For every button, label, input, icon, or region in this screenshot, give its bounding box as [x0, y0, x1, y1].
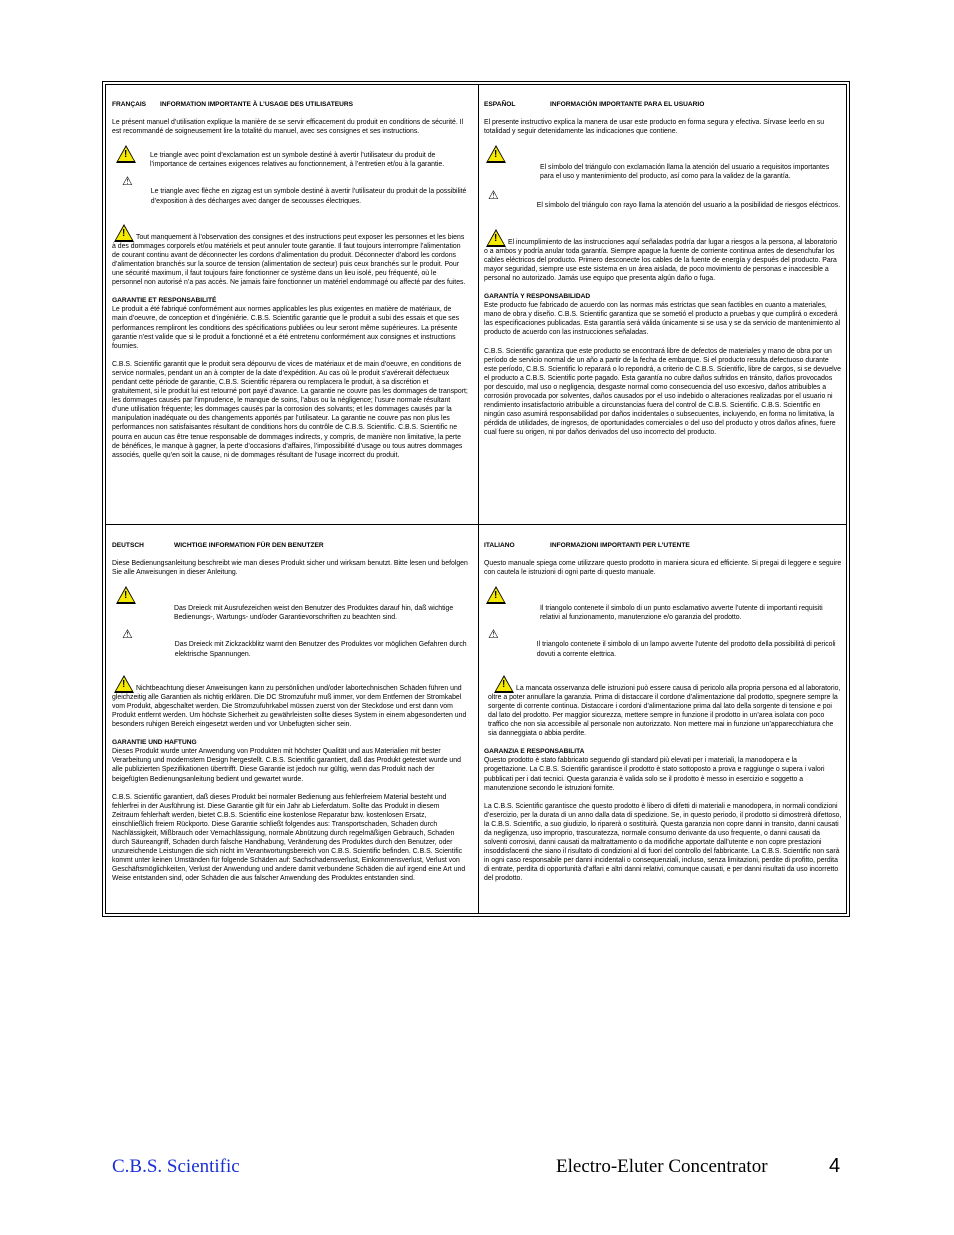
footer-product-title: Electro-Eluter Concentrator — [556, 1156, 768, 1177]
intro-text: Questo manuale spiega come utilizzare questo prodotto in maniera sicura ed efficiente. Si pregai di leggere e seguire con cautela le istruzioni di ogni parte di questo manuale. — [484, 560, 842, 577]
section-italian — [484, 541, 842, 884]
warning-paragraph — [112, 675, 468, 729]
bolt-text: Il triangolo contenete il simbolo di un lampo avverte l’utente del prodotto della possibilità di pericoli dovuti a corrente elettrica. — [536, 641, 836, 658]
warning-text: Nichtbeachtung dieser Anweisungen kann zu persönlichen und/oder labortechnischen Schäden führen und gleichzeitig alle Garantien als nichtig erklären. Die DC Stromzufuhr muß immer, vor dem Entfernen der Stromkabel vom Produkt, abgeschaltet werden. Die Stromzufuhrkabel müssen zuerst von der Steckdose und erst dann vom Produkt entfernt werden. Um höchste Sicherheit zu gewährleisten sollte dieses System in einem abgesonderten und besonders ruhigen Bereich eingesetzt werden und vor Unbefugten sicher sein. — [112, 684, 467, 729]
warning-paragraph — [484, 229, 842, 283]
language-label: ITALIANO — [484, 542, 515, 549]
section-heading — [112, 541, 468, 550]
bolt-text: Das Dreieck mit Zickzackblitz warnt den Benutzer des Produktes vor möglichen Gefahren durch elektrische Spannungen. — [174, 641, 467, 658]
warning-paragraph — [484, 675, 842, 739]
warranty-paragraph-2: La C.B.S. Scientific garantisce che questo prodotto è libero di difetti di materiali e manodopera, in normali condizioni d’esercizio, per la durata di un anno dalla data di spedizione. Se, in questo periodo, il prodotto si dimostrerà difettoso, la C.B.S. Scientific, a suo giudizio, lo riparerà o sostituirà. Questa garanzia non copre danni in transito, danni causati da negligenza, uso improprio, trascuratezza, normale consumo derivante da uso frequente, o danni causati da solventi corrosivi, danni causati da maltrattamento o da modifiche apportate dall’utente e non copre prestazioni insoddisfacenti che siano il risultato di condizioni al di fuori del controllo del fabbricante. La C.B.S. Scientific non sarà in ogni caso responsabile per danni incidentali o consequenziali, incluso, senza limitazioni, perdite di profitto, perdita di entrate, perdita di opportunità d’affari e altri danni relativi, comunque causati, e per danni risultati da uso incorretto del prodotto. — [484, 802, 842, 883]
notice-inner-frame — [105, 84, 847, 914]
warning-text: La mancata osservanza delle istruzioni può essere causa di pericolo alla propria persona ed al laboratorio, oltre a poter annullare la garanzia. Prima di distaccare il cordone d’alimentazione dal prodotto, spegnere sempre la sorgente di corrente continua. Distaccare i cordoni d’alimentazione prima dal lato della sorgente di tensione e poi dal lato del prodotto. Per maggior sicurezza, mettere sempre in funzione il prodotto in un’area isolata con poco traffico che non sia accessibile al personale non autorizzato. Non mettere mai in funzione un’apparecchiatura che sia danneggiata o abbia perdite. — [488, 684, 841, 738]
warranty-paragraph-2: C.B.S. Scientific garantiza que este producto se encontrará libre de defectos de materiales y mano de obra por un período de servicio normal de un año a partir de la fecha de embarque. Si el producto resulta defectuoso durante este período, C.B.S. Scientific lo reparará o lo repondrá, a criterio de C.B.S. Scientific, libre de cargos, si se devuelve el producto a C.B.S. Scientific porte pagado. Esta garantía no cubre daños sufridos en tránsito, daños provocados por descuido, mal uso o negligencia, desgaste normal como consecuencia del uso excesivo, daños atribuibles a corrosión provocada por solventes, daños causados por el uso indebido o alteraciones realizadas por el usuario ni rendimiento insatisfactorio atribuible a circunstancias fuera del control de C.B.S. Scientific. C.B.S. Scientific en ningún caso asumirá responsabilidad por daños incidentales o subsecuentes, incluyendo, en forma no limitativa, la pérdida de utilidades, de ingresos, de oportunidades comerciales o del uso del producto y otros daños afines, fuere cual fuere su origen, ni por daños derivados del uso incorrecto del producto. — [484, 347, 841, 437]
warranty-heading: GARANTIE UND HAFTUNG — [112, 739, 197, 747]
column-divider — [478, 85, 479, 913]
warranty-paragraph-2: C.B.S. Scientific garantit que le produit sera dépourvu de vices de matériaux et de main d’oeuvre, en conditions de service normales, pendant un an à compter de la date d’expédition. Au cas où le produit s’avérerait défectueux pendant cette période de garantie, C.B.S. Scientific réparera ou remplacera le produit, à sa discrétion et gratuitement, si le produit lui est retourné port payé d’avance. La garantie ne couvre pas les dommages de transport; les dommages causés par l’imprudence, le manque de soins, l’abus ou la négligence; l’usure normale résultant d’une utilisation fréquente; les dommages causés par la corrosion des solvants; et les dommages causés par la manipulation inadéquate ou des changements apportés par l’utilisateur. La garantie ne couvre pas non plus les performances non satisfaisantes résultant de conditions hors du contrôle de C.B.S. Scientific. C.B.S. Scientific ne pourra en aucun cas être tenue responsable de dommages indirects, y compris, de manière non limitative, la perte de bénéfices, le manque à gagner, la perte d’occasions d’affaires, l’impossibilité d’usage ou tous autres dommages associés, quelle qu’en soit la cause, ni de dommages résultant de l’usage incorrect du produit. — [112, 360, 468, 459]
warranty-heading: GARANZIA E RESPONSABILITA — [484, 748, 585, 756]
exclamation-notice — [112, 145, 468, 169]
warranty-paragraph-1: Le produit a été fabriqué conformément aux normes applicables les plus exigentes en matière de matériaux, de main d’oeuvre, de conception et d’ingéniérie. C.B.S. Scientific garantie que le produit a subi des essais et que ses performances rempliront les conditions des spécifications publiées ou leur seront même supérieures. La présente garantie n’est valide que si le produit a fonctionné et a été entretenu conformément aux consignes et instructions fournies. — [112, 306, 460, 350]
section-spanish — [484, 100, 842, 437]
warning-triangle-icon: ! — [494, 675, 514, 693]
lightning-triangle-icon: ⚠ — [122, 174, 133, 189]
section-title: INFORMATION IMPORTANTE À L’USAGE DES UTILISATEURS — [160, 101, 354, 108]
intro-text: El presente instructivo explica la manera de usar este producto en forma segura y efectiva. Sírvase leerlo en su totalidad y seguir detenidamente las indicaciones que contiene. — [484, 119, 825, 136]
exclamation-triangle-icon: ! — [486, 145, 506, 163]
intro-text: Le présent manuel d’utilisation explique la manière de se servir efficacement du produit en conditions de sécurité. Il est recommandé de soigneusement lire la totalité du manuel, avec ses consignes et ses instructions. — [112, 119, 464, 136]
exclamation-text: Il triangolo contenete il simbolo di un punto esclamativo avverte l’utente di importanti requisiti relativi al funzionamento, manutenzione e/o garanzia del prodotto. — [540, 605, 823, 622]
page-number: 4 — [829, 1155, 841, 1177]
warning-text: Tout manquement à l’observation des consignes et des instructions peut exposer les personnes et les biens à des dommages corporels et/ou matériels et peut annuler toute garantie. Il faut toujours interrompre l’alimentation de courant continu avant de déconnecter les cordons d’alimentation du produit. Déconnecter d’abord les cordons d’alimentation branchés sur la source de tension (alimentation de secteur) puis ceux branchés sur le produit. Pour une sécurité maximum, il faut toujours faire fonctionner ce système dans un lieu isolé, peu fréquenté, où le personnel non autorisé n’a pas accès. Ne jamais faire fonctionner un matériel endommagé ou affecté par des fuites. — [112, 233, 466, 287]
bolt-notice — [112, 628, 468, 658]
section-title: INFORMACIÓN IMPORTANTE PARA EL USUARIO — [550, 101, 705, 108]
warranty-heading: GARANTÍA Y RESPONSABILIDAD — [484, 293, 591, 301]
bolt-notice — [112, 175, 468, 205]
warning-triangle-icon: ! — [486, 229, 506, 247]
exclamation-text: Le triangle avec point d’exclamation est un symbole destiné à avertir l’utilisateur du produit de l’importance de certaines exigences relatives au fonctionnement, à l’entretien et/ou à la garantie. — [150, 152, 445, 169]
warranty-paragraph-1: Questo prodotto è stato fabbricato seguendo gli standard più elevati per i materiali, la manodopera e la progettazione. La C.B.S. Scientific garantisce il prodotto è stato sottoposto a prova e raggiunge o supera i valori pubblicati per i dati tecnici. Questa garanzia è valida solo se il prodotto è messo in esercizio e soggetto a manutenzione secondo le istruzioni fornite. — [484, 757, 825, 792]
warranty-paragraph-1: Dieses Produkt wurde unter Anwendung von Produkten mit höchster Qualität und aus Materialien mit bester Verarbeitung und modernstem Design hergestellt. C.B.S. Scientific garantiert, daß das Produkt getestet wurde und alle publizierten Spezifikationen übertrifft. Diese Garantie ist jedoch nur gültig, wenn das Produkt nach der beigefügten Bedienungsanleitung bedient und gewartet wurde. — [112, 748, 461, 783]
bolt-text: El símbolo del triángulo con rayo llama la atención del usuario a la posibilidad de riesgos eléctricos. — [536, 202, 841, 210]
warning-paragraph — [112, 224, 468, 288]
bolt-notice — [484, 189, 842, 210]
lightning-triangle-icon: ⚠ — [488, 188, 499, 203]
warning-text: El incumplimiento de las instrucciones aquí señaladas podría dar lugar a riesgos a la persona, al laboratorio o a ambos y podría anular toda garantía. Siempre apague la fuente de corriente continua antes de desenchufar los cables eléctricos del producto. Primero desconecte los cables de la fuente de energía y después del producto. Para mayor seguridad, siempre use este sistema en un área aislada, de poco movimiento de personas e inaccesible a personal no autorizado. Jamás use equipo que presenta algún daño o fuga. — [484, 238, 838, 282]
warning-triangle-icon: ! — [114, 224, 134, 242]
exclamation-notice — [484, 586, 842, 622]
bolt-notice — [484, 628, 842, 658]
footer-brand: C.B.S. Scientific — [112, 1156, 240, 1177]
section-french — [112, 100, 468, 460]
section-heading — [112, 100, 468, 109]
exclamation-triangle-icon: ! — [116, 586, 136, 604]
exclamation-triangle-icon: ! — [116, 145, 136, 163]
language-label: FRANÇAIS — [112, 101, 147, 108]
warning-triangle-icon: ! — [114, 675, 134, 693]
section-heading — [484, 541, 842, 550]
section-title: INFORMAZIONI IMPORTANTI PER L’UTENTE — [550, 542, 690, 549]
exclamation-notice — [112, 586, 468, 622]
notice-frame — [102, 81, 850, 917]
warranty-heading: GARANTIE ET RESPONSABILITÉ — [112, 297, 217, 305]
exclamation-text: Das Dreieck mit Ausrufezeichen weist den Benutzer des Produktes darauf hin, daß wichtige Bedienungs-, Wartungs- und/oder Garantievorschriften zu beachten sind. — [174, 605, 454, 622]
warranty-paragraph-2: C.B.S. Scientific garantiert, daß dieses Produkt bei normaler Bedienung aus fehlerfreiem Material besteht und fehlerfrei in der Ausführung ist. Diese Garantie gilt für ein Jahr ab Lieferdatum. Sollte das Produkt in diesem Zeitraum fehlerhaft werden, bietet C.B.S. Scientific eine kostenlose Reparatur bzw. kostenlosen Ersatz, einschließlich freiem Rückporto. Diese Garantie schließt folgendes aus: Transportschaden, Schaden durch Nachlässigkeit, Mißbrauch oder Vernachlässigung, normale Abnützung durch regelmäßigen Gebrauch, Schaden durch Säureangriff, Schaden durch falsche Handhabung, Veränderung des Produktes durch den Benutzer, oder unzureichende Leistungen die sich nicht im Verantwortungsbereich von C.B.S. Scientific befinden. C.B.S. Scientific kommt unter keinen Umständen für folgende Schäden auf: Sachschadensverlust, Einkommensverlust, Verlust von Geschäftsmöglichkeiten, Verlust der Anwendung und andere damit verbundene Schäden die auf irgend eine Art und Weise entstanden sind, oder Schäden die aus falscher Anwendung des Produktes entstanden sind. — [112, 793, 466, 883]
exclamation-text: El símbolo del triángulo con exclamación llama la atención del usuario a requisitos importantes para el uso y mantenimiento del producto, así como para la validez de la garantía. — [540, 164, 830, 181]
lightning-triangle-icon: ⚠ — [488, 627, 499, 642]
exclamation-notice — [484, 145, 842, 181]
warranty-paragraph-1: Este producto fue fabricado de acuerdo con las normas más estrictas que sean factibles en cuanto a materiales, mano de obra y diseño. C.B.S. Scientific garantiza que se sometió el producto a pruebas y que cumplirá o excederá las especificaciones publicadas. Esta garantía será válida únicamente si se usa y se da servicio de mantenimiento al producto de acuerdo con las instrucciones señaladas. — [484, 302, 841, 337]
language-label: DEUTSCH — [112, 542, 144, 549]
section-german — [112, 541, 468, 884]
intro-text: Diese Bedienungsanleitung beschreibt wie man dieses Produkt sicher und wirksam benutzt. Bitte lesen und befolgen Sie alle Anweisungen in dieser Anleitung. — [112, 560, 468, 577]
lightning-triangle-icon: ⚠ — [122, 627, 133, 642]
exclamation-triangle-icon: ! — [486, 586, 506, 604]
bolt-text: Le triangle avec flèche en zigzag est un symbole destiné à avertir l’utilisateur du produit de la possibilité d’exposition à des décharges avec danger de secousses électriques. — [150, 188, 467, 205]
language-label: ESPAÑOL — [484, 101, 516, 108]
section-heading — [484, 100, 842, 109]
section-title: WICHTIGE INFORMATION FÜR DEN BENUTZER — [174, 542, 324, 549]
row-divider — [106, 524, 846, 525]
